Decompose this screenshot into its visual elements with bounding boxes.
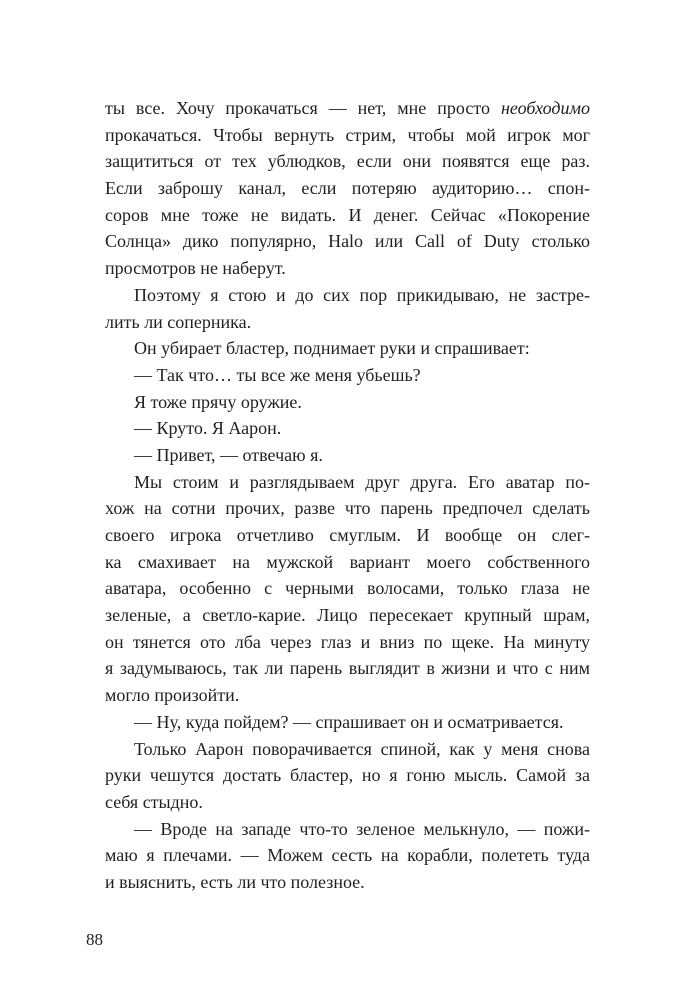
text-line [105,549,590,576]
body-text: руки чешутся достать бластер, но я гоню мысль. Самой за [105,765,590,786]
text-line [105,228,590,255]
text-line [105,522,590,549]
text-line [105,335,590,362]
body-text: лить ли соперника. [105,311,252,332]
body-text: Если заброшу канал, если потеряю аудиторию… спон- [105,178,590,199]
text-line [105,202,590,229]
body-text: аватара, особенно с черными волосами, только глаза не [105,578,590,599]
body-text: — Вроде на западе что-то зеленое мелькнуло, — пожи- [134,818,590,839]
text-line [105,682,590,709]
text-line [105,122,590,149]
text-line [105,575,590,602]
text-line [105,148,590,175]
body-text: Поэтому я стою и до сих пор прикидываю, не застре- [134,284,590,305]
text-line [105,495,590,522]
body-text: соров мне тоже не видать. И денег. Сейчас «Покорение [105,204,590,225]
body-text: себя стыдно. [105,791,203,812]
text-line [105,442,590,469]
body-text: ка смахивает на мужской вариант моего собственного [105,551,590,572]
page-number: 88 [86,930,103,949]
text-line [105,762,590,789]
body-text: Он убирает бластер, поднимает руки и спрашивает: [134,338,530,359]
body-text: могло произойти. [105,685,240,706]
body-text: и выяснить, есть ли что полезное. [105,871,365,892]
body-text: Мы стоим и разглядываем друг друга. Его аватар по- [134,471,590,492]
text-line [105,789,590,816]
body-text: — Круто. Я Аарон. [134,418,282,439]
body-text: хож на сотни прочих, разве что парень предпочел сделать [105,498,590,519]
body-text: я задумываюсь, так ли парень выглядит в жизни и что с ним [105,658,590,679]
text-line [105,816,590,843]
body-text: Солнца» дико популярно, Halo или Call of Duty столько [105,231,590,252]
page-text [105,95,590,896]
body-text: — Привет, — отвечаю я. [134,444,323,465]
text-line [105,95,590,122]
body-text: Только Аарон поворачивается спиной, как у меня снова [134,738,590,759]
italic-text: необходимо [500,98,590,118]
body-text: прокачаться. Чтобы вернуть стрим, чтобы мой игрок мог [105,124,590,145]
text-line [105,629,590,656]
text-line [105,389,590,416]
text-line [105,255,590,282]
text-line [105,469,590,496]
text-line [105,282,590,309]
body-text: защититься от тех ублюдков, если они появятся еще раз. [105,151,590,172]
body-text: зеленые, а светло-карие. Лицо пересекает крупный шрам, [105,605,590,626]
body-text: — Ну, куда пойдем? — спрашивает он и осматривается. [134,711,564,732]
text-line [105,869,590,896]
body-text: Я тоже прячу оружие. [134,391,302,412]
text-line [105,655,590,682]
body-text: своего игрока отчетливо смуглым. И вообще он слег- [105,525,590,545]
body-text: маю я плечами. — Можем сесть на корабли, полететь туда [105,845,590,866]
text-line [105,709,590,736]
text-line [105,736,590,763]
text-line [105,602,590,629]
text-line [105,175,590,202]
text-line [105,362,590,389]
text-line [105,842,590,869]
body-text: он тянется ото лба через глаз и вниз по щеке. На минуту [105,631,590,652]
body-text: ты все. Хочу прокачаться — нет, мне просто [105,98,501,118]
body-text: просмотров не наберут. [105,258,286,279]
text-line [105,309,590,336]
body-text: — Так что… ты все же меня убьешь? [134,364,421,385]
text-line [105,415,590,442]
